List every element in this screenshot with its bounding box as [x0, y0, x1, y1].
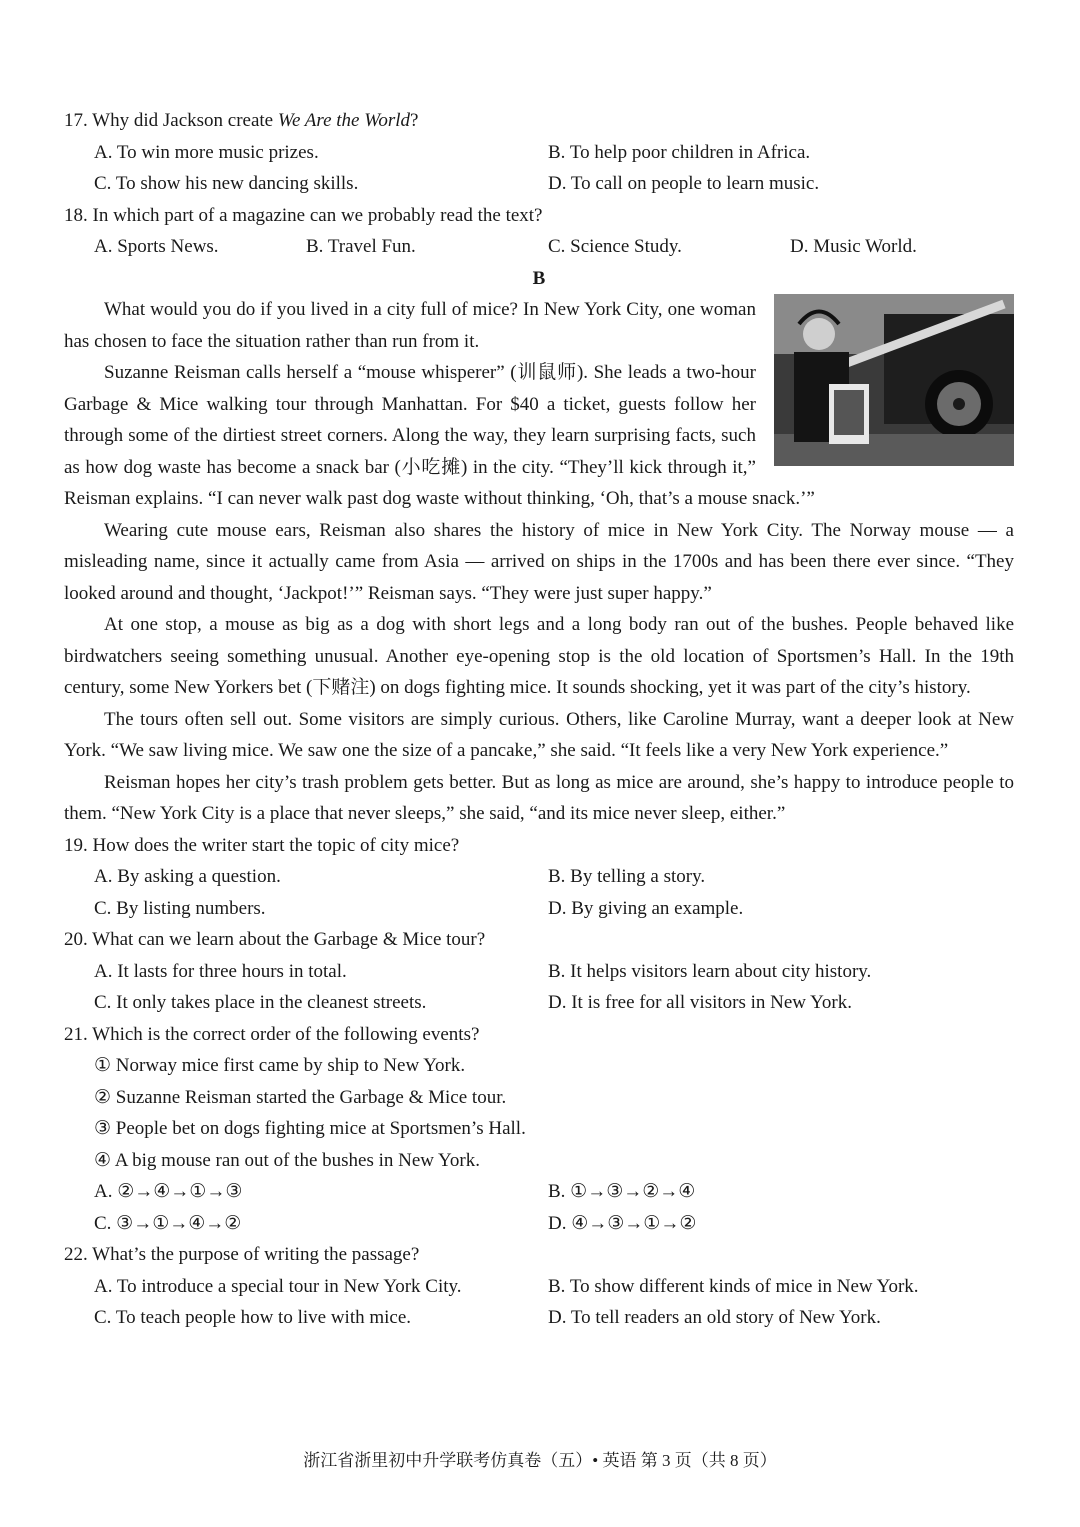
q18-option-b: B. Travel Fun.: [306, 236, 416, 257]
q18-option-c: C. Science Study.: [548, 236, 682, 257]
q19-option-c: C. By listing numbers.: [94, 897, 266, 919]
q17-options: [64, 137, 1014, 200]
passage-paragraph-2: Suzanne Reisman calls herself a “mouse whisperer” (训鼠师). She leads a two-hour Garbage & Mice walking tour through Manhattan. For $40 a ticket, guests follow her through some of the dirtiest street corners. Along the way, they learn surprising facts, such as how dog waste has become a snack bar (小吃摊) in the city. “They’ll kick through it,” Reisman explains. “I can never walk past dog waste without thinking, ‘Oh, that’s a mouse snack.’”: [64, 362, 815, 509]
q17-option-c: C. To show his new dancing skills.: [94, 173, 359, 194]
q17-option-d: D. To call on people to learn music.: [548, 173, 820, 194]
section-heading: B: [532, 267, 546, 289]
question-18: 18. In which part of a magazine can we probably read the text?: [64, 204, 543, 226]
q17-option-a: A. To win more music prizes.: [94, 141, 319, 163]
question-17: [64, 105, 1014, 137]
q18-option-a: A. Sports News.: [94, 236, 219, 257]
q20-option-a: A. It lasts for three hours in total.: [94, 960, 347, 982]
q20-option-d: D. It is free for all visitors in New York.: [548, 992, 852, 1013]
q21-event-4: ④ A big mouse ran out of the bushes in New York.: [94, 1149, 480, 1171]
q21-option-b: B. ①→③→②→④: [548, 1181, 696, 1202]
q17-option-b: B. To help poor children in Africa.: [548, 141, 811, 163]
q18-options: [64, 231, 1014, 263]
q20-option-c: C. It only takes place in the cleanest streets.: [94, 992, 427, 1013]
q17-stem-end: ?: [410, 110, 419, 131]
question-22: 22. What’s the purpose of writing the passage?: [64, 1244, 420, 1265]
q21-event-3: ③ People bet on dogs fighting mice at Sportsmen’s Hall.: [94, 1118, 526, 1139]
q22-option-a: A. To introduce a special tour in New York City.: [94, 1275, 462, 1297]
q18-option-d: D. Music World.: [790, 236, 917, 257]
photo-illustration: [774, 294, 1014, 466]
q17-stem: 17. Why did Jackson create: [64, 110, 278, 131]
q21-option-c: C. ③→①→④→②: [94, 1212, 242, 1234]
q19-option-b: B. By telling a story.: [548, 866, 706, 887]
question-20: 20. What can we learn about the Garbage & Mice tour?: [64, 929, 486, 950]
q19-option-d: D. By giving an example.: [548, 897, 744, 919]
passage-paragraph-4: At one stop, a mouse as big as a dog with short legs and a long body ran out of the bushes. People behaved like birdwatchers seeing something unusual. Another eye-opening stop is the old location of Sportsmen’s Hall. In the 19th century, some New Yorkers bet (下赌注) on dogs fighting mice. It sounds shocking, yet it was part of the city’s history.: [64, 614, 1014, 698]
q21-event-2: ② Suzanne Reisman started the Garbage & Mice tour.: [94, 1086, 507, 1108]
q20-option-b: B. It helps visitors learn about city history.: [548, 960, 872, 982]
passage-paragraph-6: Reisman hopes her city’s trash problem gets better. But as long as mice are around, she’s happy to introduce people to them. “New York City is a place that never sleeps,” she said, “and its mice never sleep, either.”: [64, 771, 1014, 824]
passage-paragraph-1: What would you do if you lived in a city full of mice? In New York City, one woman has chosen to face the situation rather than run from it.: [64, 299, 756, 352]
tour-guide-photo: [774, 294, 1014, 466]
q22-option-c: C. To teach people how to live with mice.: [94, 1307, 412, 1328]
q22-option-b: B. To show different kinds of mice in New York.: [548, 1275, 919, 1297]
q21-option-d: D. ④→③→①→②: [548, 1212, 697, 1234]
q21-event-list: [64, 1050, 1014, 1176]
q21-event-1: ① Norway mice first came by ship to New York.: [94, 1055, 466, 1076]
reading-passage: [64, 294, 1014, 830]
q19-option-a: A. By asking a question.: [94, 866, 281, 887]
q22-options: [64, 1271, 1014, 1334]
q22-option-d: D. To tell readers an old story of New York.: [548, 1307, 881, 1328]
q20-options: [64, 956, 1014, 1019]
q17-song-title: We Are the World: [277, 110, 410, 131]
q21-option-a: A. ②→④→①→③: [94, 1181, 243, 1202]
question-21: 21. Which is the correct order of the following events?: [64, 1023, 480, 1045]
page-footer: 浙江省浙里初中升学联考仿真卷（五）• 英语 第 3 页（共 8 页）: [303, 1451, 777, 1470]
q19-options: [64, 861, 1014, 924]
exam-page: [64, 105, 1014, 1334]
q21-options: [64, 1176, 1014, 1239]
passage-paragraph-5: The tours often sell out. Some visitors are simply curious. Others, like Caroline Murray, want a deeper look at New York. “We saw living mice. We saw one the size of a pancake,” she said. “It feels like a very New York experience.”: [64, 708, 1014, 761]
question-19: 19. How does the writer start the topic of city mice?: [64, 834, 460, 856]
passage-paragraph-3: Wearing cute mouse ears, Reisman also shares the history of mice in New York City. The Norway mouse — a misleading name, since it actually came from Asia — arrived on ships in the 1700s and has been there ever since. “They looked around and thought, ‘Jackpot!’” Reisman says. “They were just super happy.”: [64, 519, 1014, 604]
